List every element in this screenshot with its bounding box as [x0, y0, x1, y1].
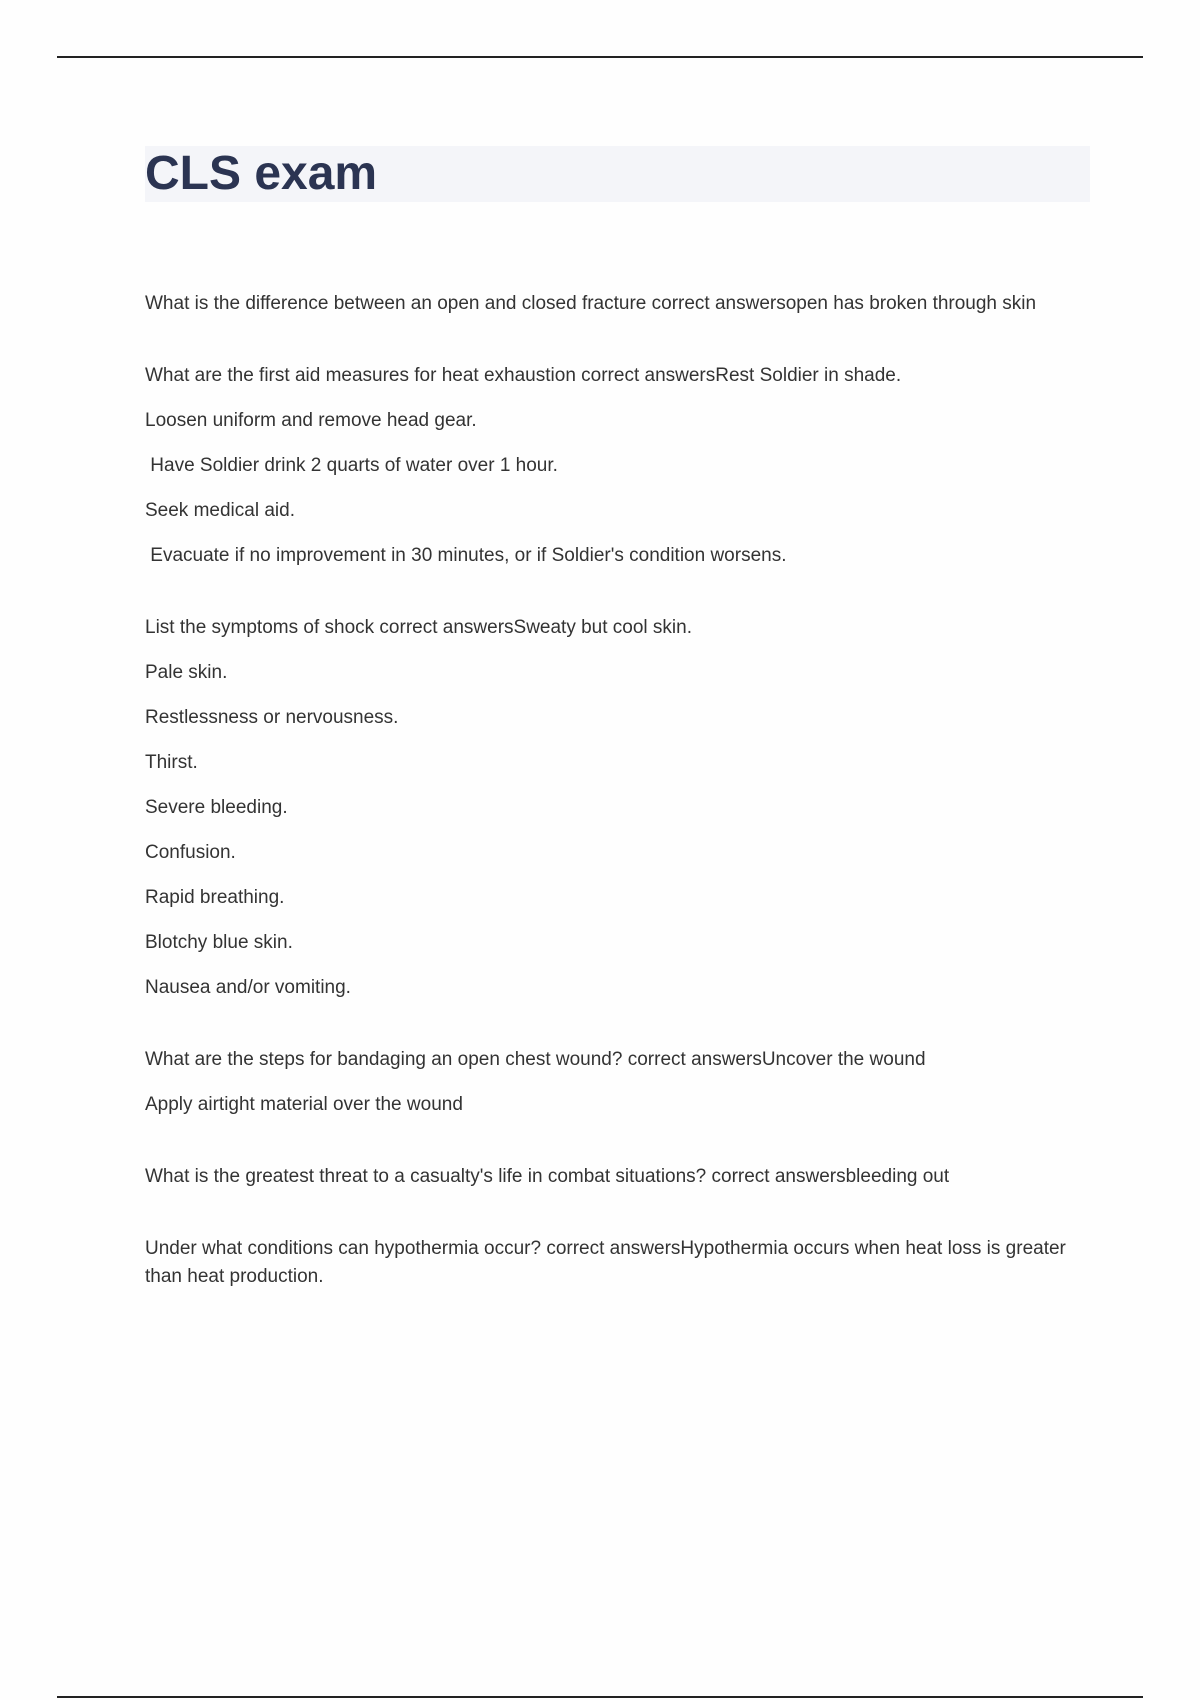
qa-line: Loosen uniform and remove head gear.: [145, 410, 477, 431]
bottom-rule: [57, 1696, 1143, 1698]
qa-line: Nausea and/or vomiting.: [145, 977, 351, 998]
qa-line: Thirst.: [145, 752, 198, 773]
qa-item-greatest-threat: [145, 1163, 1085, 1191]
qa-item-fracture: [145, 290, 1085, 318]
top-rule: [57, 56, 1143, 58]
qa-item-shock-symptoms: [145, 614, 1085, 1002]
qa-line: Seek medical aid.: [145, 500, 295, 521]
qa-line: What is the difference between an open and closed fracture correct answersopen has broken through skin: [145, 293, 1037, 314]
qa-line: Apply airtight material over the wound: [145, 1094, 463, 1115]
qa-line: Severe bleeding.: [145, 797, 288, 818]
qa-line: Have Soldier drink 2 quarts of water over 1 hour.: [145, 455, 558, 476]
qa-line: Under what conditions can hypothermia occur? correct answersHypothermia occurs when heat loss is greater than heat production.: [145, 1238, 1066, 1287]
qa-item-hypothermia: [145, 1235, 1085, 1291]
qa-line: Rapid breathing.: [145, 887, 285, 908]
document-body: [145, 290, 1085, 1335]
qa-line: What are the first aid measures for heat exhaustion correct answersRest Soldier in shade.: [145, 365, 902, 386]
qa-item-chest-wound: [145, 1046, 1085, 1119]
qa-line: What is the greatest threat to a casualty's life in combat situations? correct answersbleeding out: [145, 1166, 950, 1187]
qa-line: Restlessness or nervousness.: [145, 707, 399, 728]
qa-line: Confusion.: [145, 842, 236, 863]
qa-line: Blotchy blue skin.: [145, 932, 293, 953]
qa-line: List the symptoms of shock correct answersSweaty but cool skin.: [145, 617, 692, 638]
qa-line: Pale skin.: [145, 662, 228, 683]
qa-line: Evacuate if no improvement in 30 minutes, or if Soldier's condition worsens.: [145, 545, 787, 566]
qa-line: What are the steps for bandaging an open chest wound? correct answersUncover the wound: [145, 1049, 926, 1070]
document-title: CLS exam: [145, 147, 378, 200]
qa-item-heat-exhaustion: [145, 362, 1085, 570]
